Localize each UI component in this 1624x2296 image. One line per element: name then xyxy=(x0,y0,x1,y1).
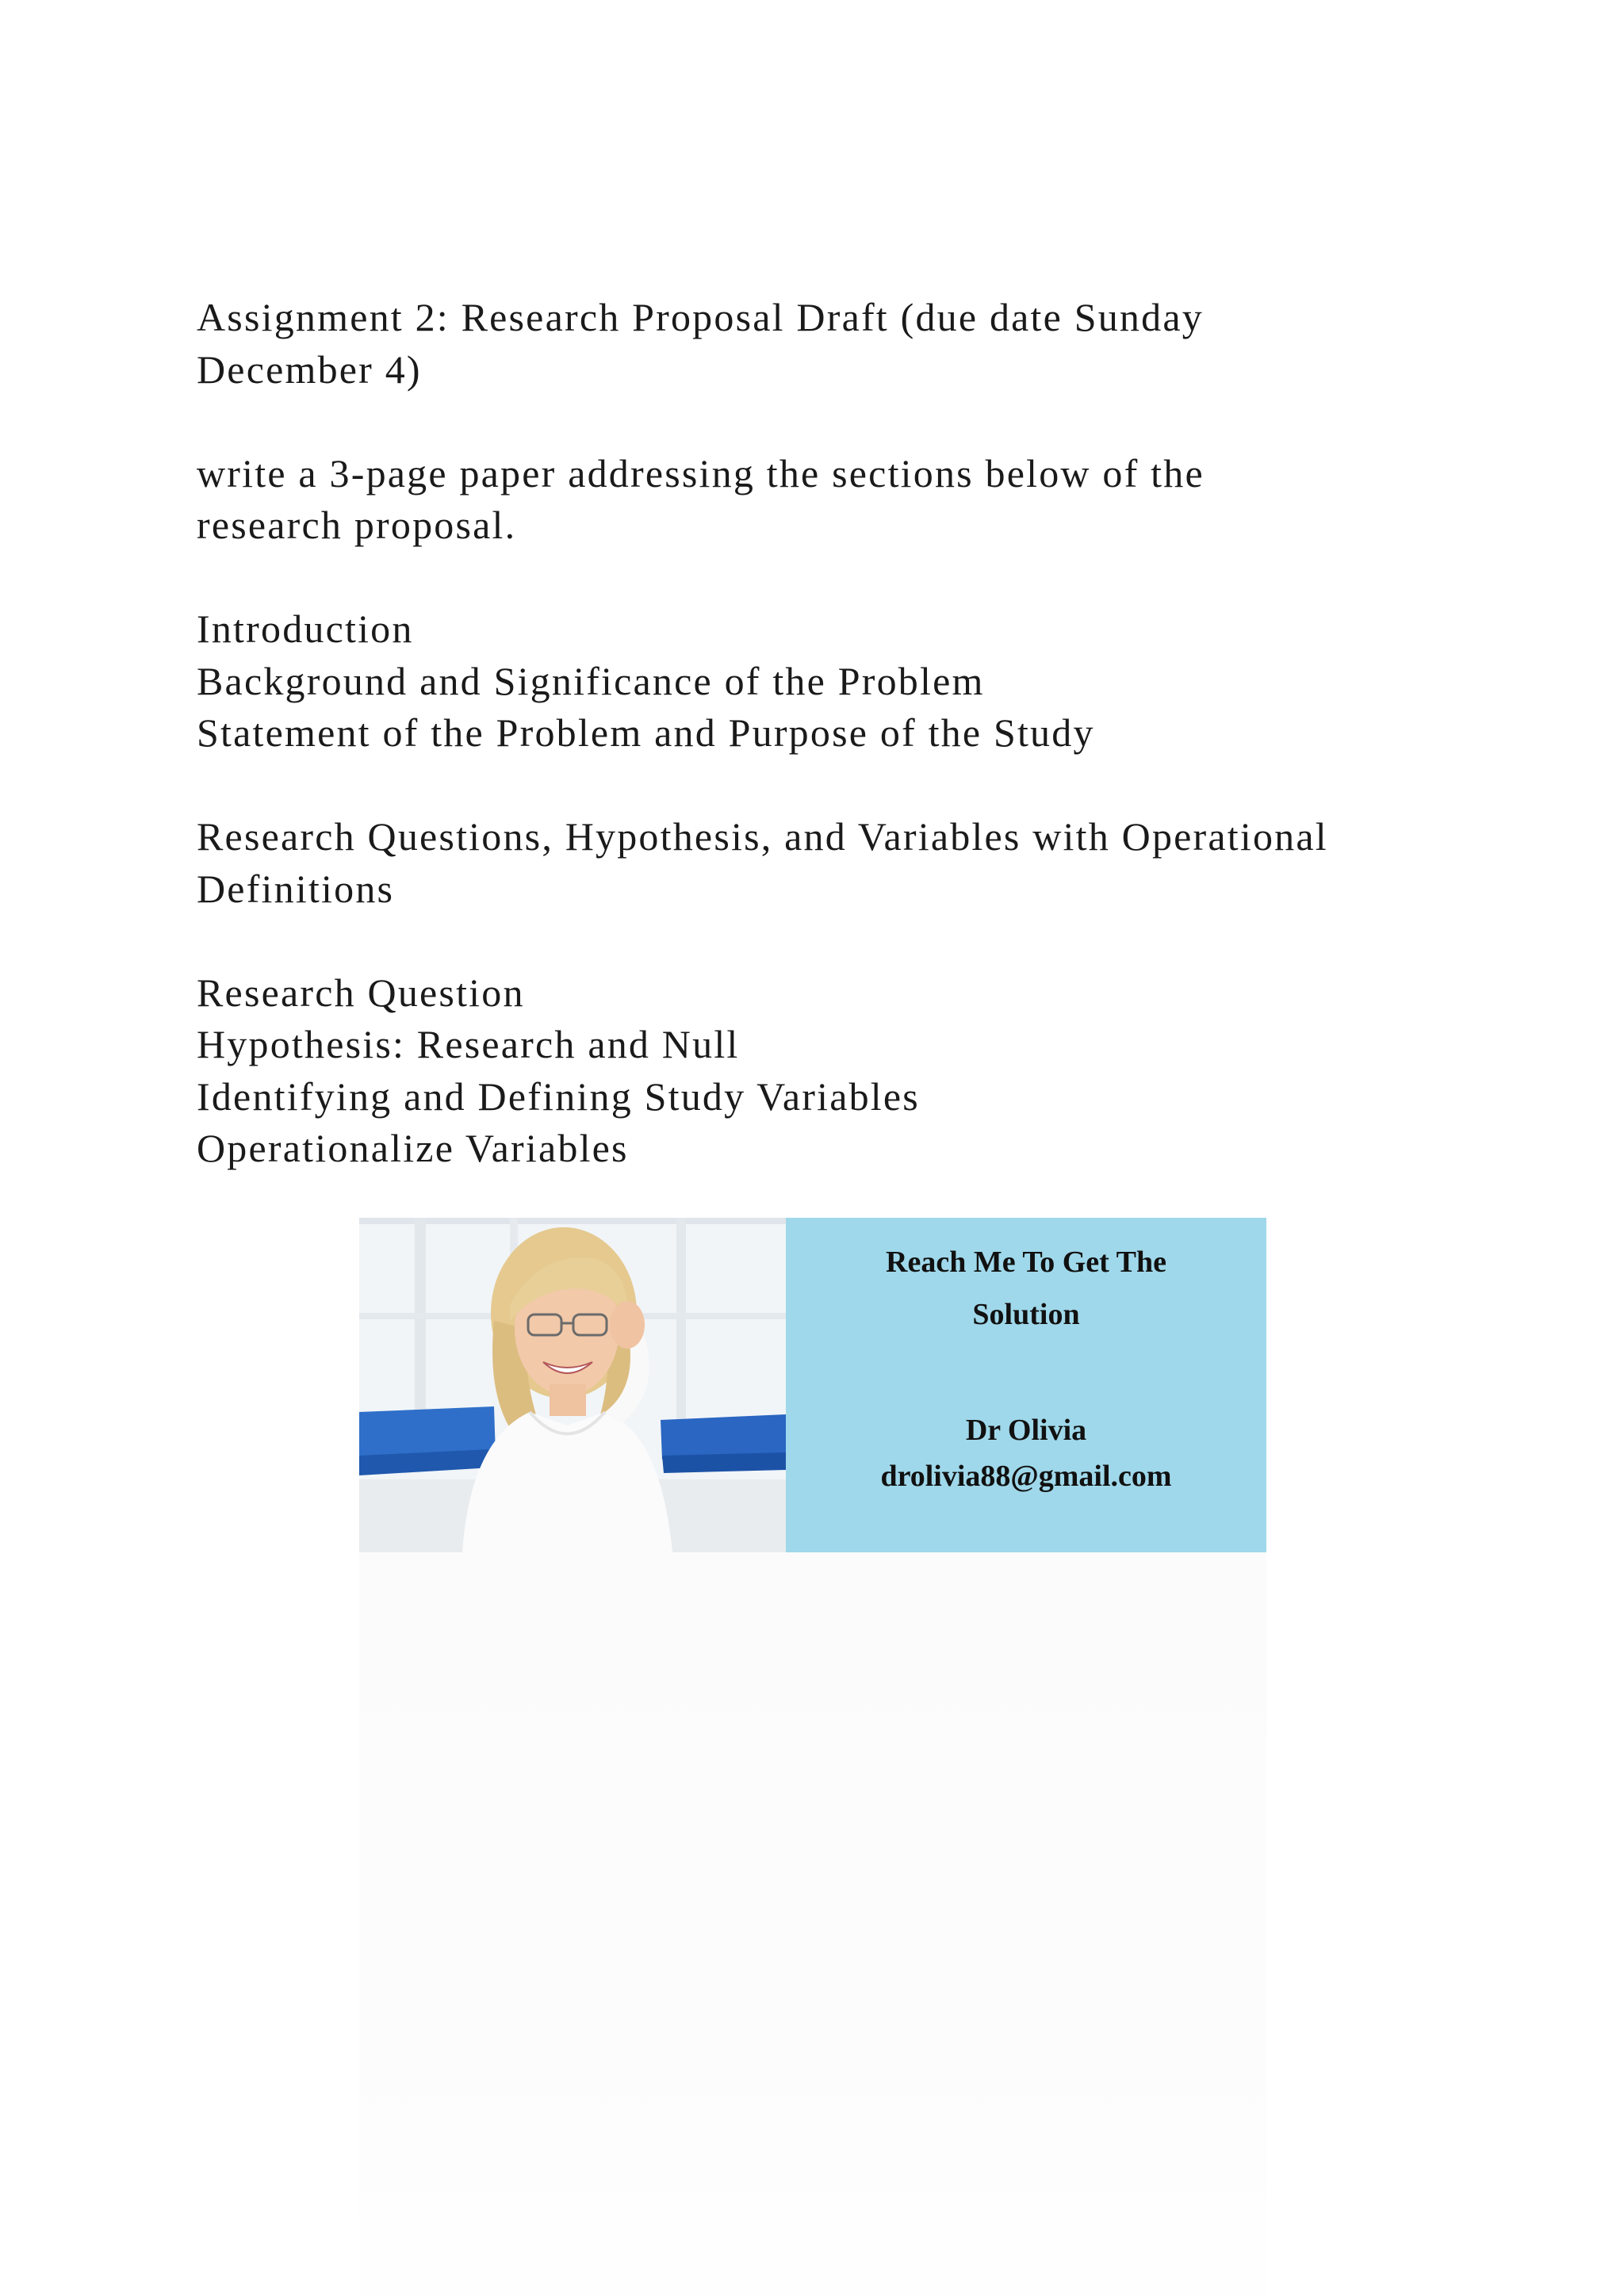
contact-card xyxy=(786,1218,1266,1552)
section-item-background: Background and Significance of the Problem xyxy=(197,658,985,703)
page-shadow-area xyxy=(359,1552,1266,2296)
section-item-operationalize: Operationalize Variables xyxy=(197,1126,629,1170)
section-item-variables: Identifying and Defining Study Variables xyxy=(197,1073,920,1119)
section-heading-line-2: Definitions xyxy=(197,866,395,911)
section-item-introduction: Introduction xyxy=(197,607,414,651)
contact-email: drolivia88@gmail.com xyxy=(880,1460,1172,1493)
instruction-line-2: research proposal. xyxy=(197,503,517,547)
instruction-line-1: write a 3-page paper addressing the sections below of the xyxy=(197,450,1205,496)
contact-name: Dr Olivia xyxy=(965,1414,1087,1447)
assignment-title-line-2: December 4) xyxy=(197,346,422,392)
document-body xyxy=(197,292,1529,1175)
banner-headline-line-1: Reach Me To Get The xyxy=(886,1246,1166,1279)
section-heading-line-1: Research Questions, Hypothesis, and Variables with Operational xyxy=(197,814,1328,859)
section-item-statement: Statement of the Problem and Purpose of the Study xyxy=(197,710,1095,755)
woman-with-glasses-photo xyxy=(359,1218,786,1552)
photo-illustration-icon xyxy=(359,1218,786,1552)
banner-headline-line-2: Solution xyxy=(972,1298,1080,1331)
assignment-title-line-1: Assignment 2: Research Proposal Draft (due date Sunday xyxy=(197,295,1204,339)
contact-banner xyxy=(359,1218,1266,1552)
section-item-hypothesis: Hypothesis: Research and Null xyxy=(197,1022,740,1066)
section-item-research-question: Research Question xyxy=(197,970,525,1015)
